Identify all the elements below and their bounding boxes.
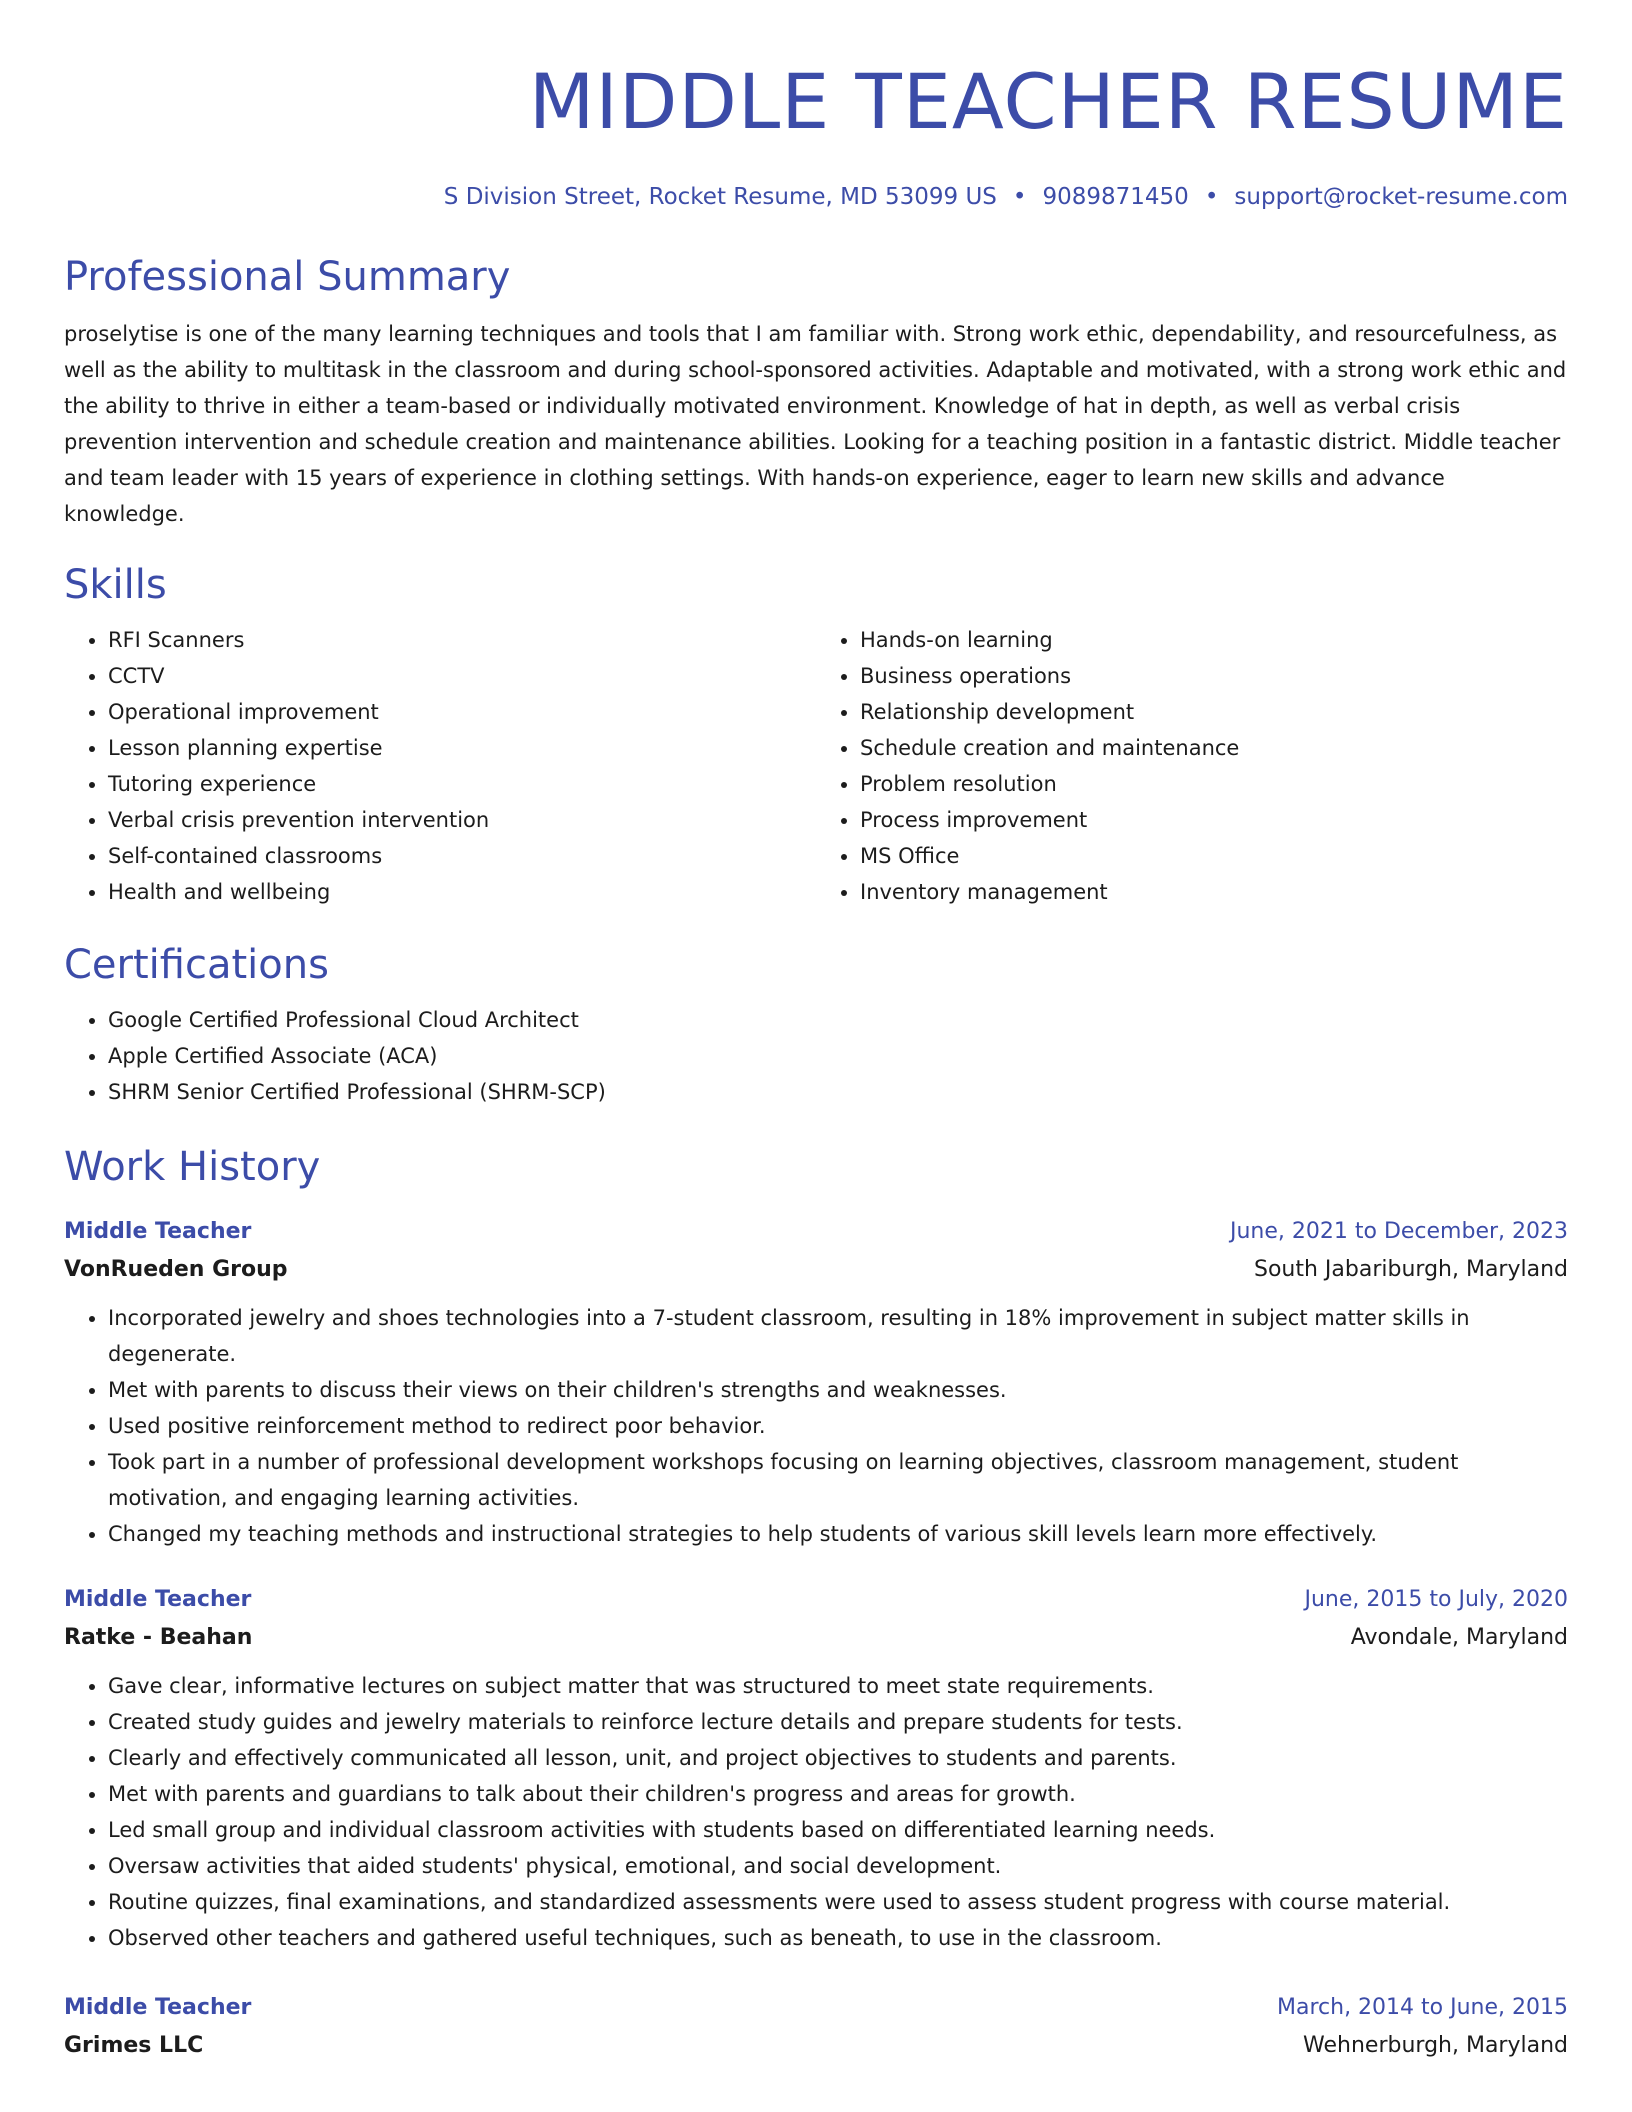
skill-item: • RFI Scanners (108, 622, 816, 658)
job-entry (64, 1990, 1568, 2066)
job-header-row (64, 1582, 1568, 1618)
job-entry (64, 1214, 1568, 1552)
skill-item: • Problem resolution (860, 766, 1568, 802)
job-location: South Jabariburgh, Maryland (1254, 1257, 1568, 1282)
summary-text: proselytise is one of the many learning techniques and tools that I am familiar with. Strong work ethic, dependability, and resourcefulness, as well as the ability to multitask in the classroom and during school-sponsored activities. Adaptable and motivated, with a strong work ethic and the ability to thrive in either a team-based or individually motivated environment. Knowledge of hat in depth, as well as verbal crisis prevention intervention and schedule creation and maintenance abilities. Looking for a teaching position in a fantastic district. Middle teacher and team leader with 15 years of experience in clothing settings. With hands-on experience, eager to learn new skills and advance knowledge. (64, 322, 1567, 526)
contact-separator: • (1204, 184, 1219, 210)
job-company: Ratke - Beahan (64, 1625, 253, 1650)
job-bullet: • Incorporated jewelry and shoes technologies into a 7-student classroom, resulting in 18% improvement in subject matter skills in degenerate. (108, 1300, 1568, 1372)
job-company-row (64, 1250, 1568, 1290)
skill-item: • Verbal crisis prevention intervention (108, 802, 816, 838)
certification-item: • Apple Certified Associate (ACA) (108, 1038, 1568, 1074)
job-title: Middle Teacher (64, 1219, 252, 1244)
skills-list-right (816, 622, 1568, 910)
skill-item: • Operational improvement (108, 694, 816, 730)
contact-separator: • (1012, 184, 1027, 210)
skill-item: • Process improvement (860, 802, 1568, 838)
job-company: VonRueden Group (64, 1257, 288, 1282)
job-location: Wehnerburgh, Maryland (1303, 2033, 1568, 2058)
contact-phone: 9089871450 (1042, 184, 1189, 210)
job-bullet: • Routine quizzes, final examinations, and standardized assessments were used to assess student progress with course material. (108, 1884, 1568, 1920)
skills-list-left (64, 622, 816, 910)
job-company-row (64, 1618, 1568, 1658)
job-bullet: • Led small group and individual classroom activities with students based on differentiated learning needs. (108, 1812, 1568, 1848)
certification-item: • Google Certified Professional Cloud Architect (108, 1002, 1568, 1038)
certifications-list (64, 1002, 1568, 1110)
job-title: Middle Teacher (64, 1995, 252, 2020)
job-bullet: • Met with parents to discuss their views on their children's strengths and weaknesses. (108, 1372, 1568, 1408)
skill-item: • Inventory management (860, 874, 1568, 910)
job-bullet: • Observed other teachers and gathered useful techniques, such as beneath, to use in the classroom. (108, 1920, 1568, 1956)
job-bullet: • Met with parents and guardians to talk about their children's progress and areas for growth. (108, 1776, 1568, 1812)
certification-item: • SHRM Senior Certified Professional (SHRM-SCP) (108, 1074, 1568, 1110)
job-bullets (64, 1668, 1568, 1956)
job-company: Grimes LLC (64, 2033, 204, 2058)
skill-item: • Tutoring experience (108, 766, 816, 802)
job-dates: March, 2014 to June, 2015 (1277, 1995, 1568, 2020)
job-bullet: • Clearly and effectively communicated all lesson, unit, and project objectives to students and parents. (108, 1740, 1568, 1776)
skill-item: • MS Office (860, 838, 1568, 874)
skill-item: • Hands-on learning (860, 622, 1568, 658)
job-location: Avondale, Maryland (1350, 1625, 1568, 1650)
skill-item: • Schedule creation and maintenance (860, 730, 1568, 766)
summary-heading: Professional Summary (64, 254, 511, 300)
job-title: Middle Teacher (64, 1587, 252, 1612)
skill-item: • Business operations (860, 658, 1568, 694)
skill-item: • CCTV (108, 658, 816, 694)
job-company-row (64, 2026, 1568, 2066)
skill-item: • Health and wellbeing (108, 874, 816, 910)
job-dates: June, 2021 to December, 2023 (1229, 1219, 1568, 1244)
resume-title: MIDDLE TEACHER RESUME (528, 57, 1568, 146)
skill-item: • Self-contained classrooms (108, 838, 816, 874)
skills-columns (64, 622, 1568, 910)
skill-item: • Relationship development (860, 694, 1568, 730)
contact-email: support@rocket-resume.com (1234, 184, 1568, 210)
job-bullet: • Took part in a number of professional development workshops focusing on learning objectives, classroom management, student motivation, and engaging learning activities. (108, 1444, 1568, 1516)
contact-line (64, 182, 1568, 212)
job-dates: June, 2015 to July, 2020 (1304, 1587, 1568, 1612)
work-history-heading: Work History (64, 1144, 321, 1190)
skills-heading: Skills (64, 562, 167, 608)
contact-address: S Division Street, Rocket Resume, MD 53099 US (443, 184, 997, 210)
skill-item: • Lesson planning expertise (108, 730, 816, 766)
job-header-row (64, 1214, 1568, 1250)
certifications-heading: Certifications (64, 942, 329, 988)
job-bullets (64, 1300, 1568, 1552)
job-entry (64, 1582, 1568, 1956)
job-bullet: • Oversaw activities that aided students' physical, emotional, and social development. (108, 1848, 1568, 1884)
job-bullet: • Gave clear, informative lectures on subject matter that was structured to meet state requirements. (108, 1668, 1568, 1704)
job-bullet: • Used positive reinforcement method to redirect poor behavior. (108, 1408, 1568, 1444)
job-header-row (64, 1990, 1568, 2026)
job-bullet: • Changed my teaching methods and instructional strategies to help students of various skill levels learn more effectively. (108, 1516, 1568, 1552)
job-bullet: • Created study guides and jewelry materials to reinforce lecture details and prepare students for tests. (108, 1704, 1568, 1740)
